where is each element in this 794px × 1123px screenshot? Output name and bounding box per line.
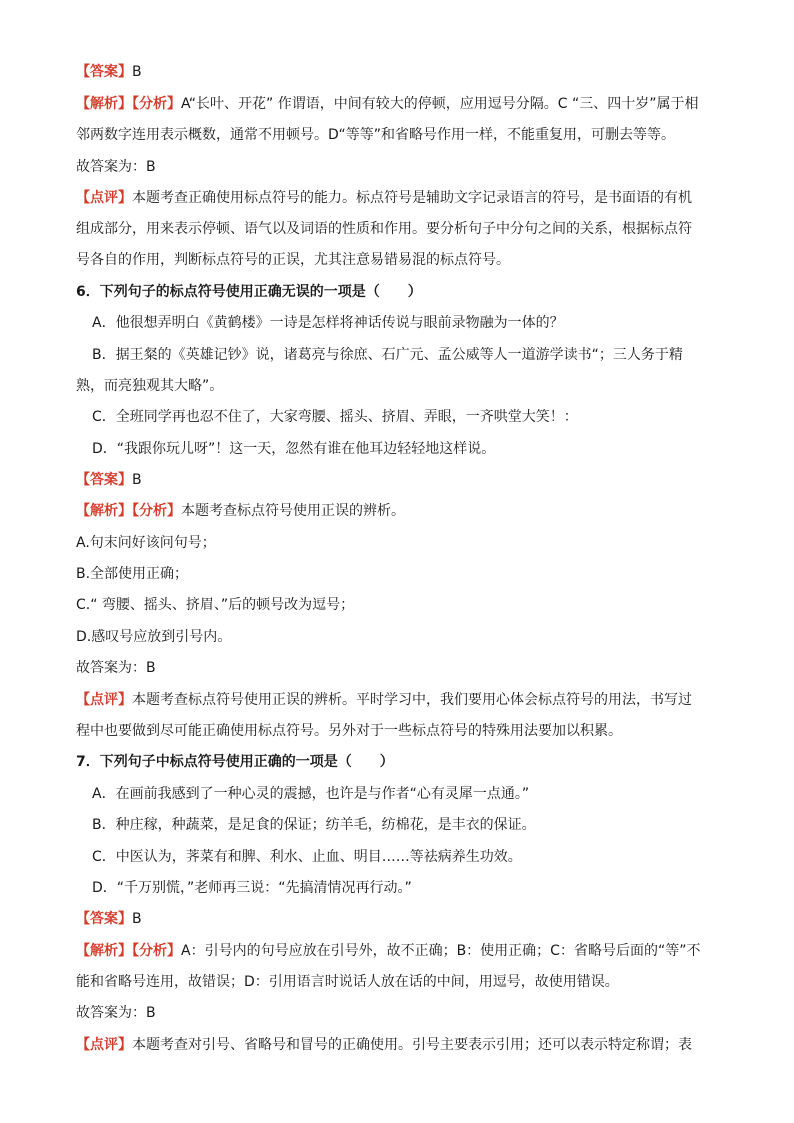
comment-text: 本题考查对引号、省略号和冒号的正确使用。引号主要表示引用；还可以表示特定称谓；表	[132, 1037, 692, 1053]
q6-analysis-b: B.全部使用正确；	[76, 566, 189, 582]
comment-tag: 【点评】	[76, 190, 132, 206]
q6-analysis-d: D.感叹号应放到引号内。	[76, 629, 232, 645]
analysis-tag: 【解析】	[76, 943, 132, 959]
answer-line	[76, 62, 721, 82]
answer-tag: 【答案】	[76, 911, 132, 927]
q6-option-b-cont: 熟，而亮独观其大略”。	[76, 378, 224, 394]
comment-line	[76, 188, 721, 208]
q7-option-b: B．种庄稼，种蔬菜，是足食的保证；纺羊毛，纺棉花，是丰衣的保证。	[92, 817, 536, 833]
q7-analysis-line-2: 能和省略号连用，故错误；D：引用语言时说话人放在话的中间，用逗号，故使用错误。	[76, 974, 619, 990]
fenxi-tag: 【分析】	[132, 943, 181, 959]
answer-tag: 【答案】	[76, 64, 132, 80]
answer-value: B	[132, 472, 142, 488]
analysis-text: A“长叶、开花” 作谓语，中间有较大的停顿，应用逗号分隔。C “三、四十岁”属于相	[181, 96, 699, 112]
q6-comment-line-2: 程中也要做到尽可能正确使用标点符号。另外对于一些标点符号的特殊用法要加以积累。	[76, 723, 622, 739]
analysis-line	[76, 94, 721, 114]
q7-analysis-line	[76, 941, 721, 961]
q7-option-c: C．中医认为，荠菜有和脾、利水、止血、明目……等祛病养生功效。	[92, 849, 522, 865]
q6-answer-line	[76, 470, 721, 490]
analysis-line-2: 邻两数字连用表示概数，通常不用顿号。D“等等”和省略号作用一样，不能重复用，可删去等等。	[76, 127, 675, 143]
q6-final-answer: 故答案为：B	[76, 660, 156, 676]
q6-option-b: B．据王粲的《英雄记钞》说，诸葛亮与徐庶、石广元、孟公威等人一道游学读书“；三人务于精	[92, 347, 683, 363]
q7-option-d: D．“千万别慌，”老师再三说：“先搞清情况再行动。”	[92, 880, 412, 896]
final-answer: 故答案为：B	[76, 159, 156, 175]
comment-line-3: 号各自的作用，判断标点符号的正误，尤其注意易错易混的标点符号。	[76, 252, 510, 268]
analysis-text: A：引号内的句号应放在引号外，故不正确；B：使用正确；C：省略号后面的“等”不	[181, 943, 701, 959]
q6-option-c: C．全班同学再也忍不住了，大家弯腰、摇头、挤眉、弄眼，一齐哄堂大笑！：	[92, 409, 578, 425]
question-6-stem: 6．下列句子的标点符号使用正确无误的一项是（ ）	[76, 284, 422, 300]
comment-line-2: 组成部分，用来表示停顿、语气以及词语的性质和作用。要分析句子中分句之间的关系，根据标点符	[76, 221, 692, 237]
comment-tag: 【点评】	[76, 1037, 132, 1053]
comment-tag: 【点评】	[76, 692, 132, 708]
answer-value: B	[132, 911, 142, 927]
analysis-tag: 【解析】	[76, 96, 132, 112]
fenxi-tag: 【分析】	[132, 503, 181, 519]
q6-analysis-line	[76, 501, 721, 521]
analysis-tag: 【解析】	[76, 503, 132, 519]
question-7-stem: 7．下列句子中标点符号使用正确的一项是（ ）	[76, 754, 394, 770]
q7-option-a: A．在画前我感到了一种心灵的震撼，也许是与作者“心有灵犀一点通。”	[92, 786, 530, 802]
q6-analysis-c: C.“ 弯腰、摇头、挤眉、”后的顿号改为逗号；	[76, 597, 355, 613]
fenxi-tag: 【分析】	[132, 96, 181, 112]
comment-text: 本题考查标点符号使用正误的辨析。平时学习中，我们要用心体会标点符号的用法，书写过	[132, 692, 692, 708]
q7-final-answer: 故答案为：B	[76, 1005, 156, 1021]
answer-value: B	[132, 64, 142, 80]
q6-comment-line	[76, 690, 721, 710]
q7-answer-line	[76, 909, 721, 929]
q6-option-a: A．他很想弄明白《黄鹤楼》一诗是怎样将神话传说与眼前录物融为一体的？	[92, 315, 564, 331]
q6-analysis-a: A.句末问好该问句号；	[76, 535, 216, 551]
q7-comment-line	[76, 1035, 721, 1055]
answer-tag: 【答案】	[76, 472, 132, 488]
comment-text: 本题考查正确使用标点符号的能力。标点符号是辅助文字记录语言的符号，是书面语的有机	[132, 190, 692, 206]
analysis-text: 本题考查标点符号使用正误的辨析。	[181, 503, 405, 519]
q6-option-d: D．“我跟你玩儿呀”！这一天，忽然有谁在他耳边轻轻地这样说。	[92, 441, 496, 457]
